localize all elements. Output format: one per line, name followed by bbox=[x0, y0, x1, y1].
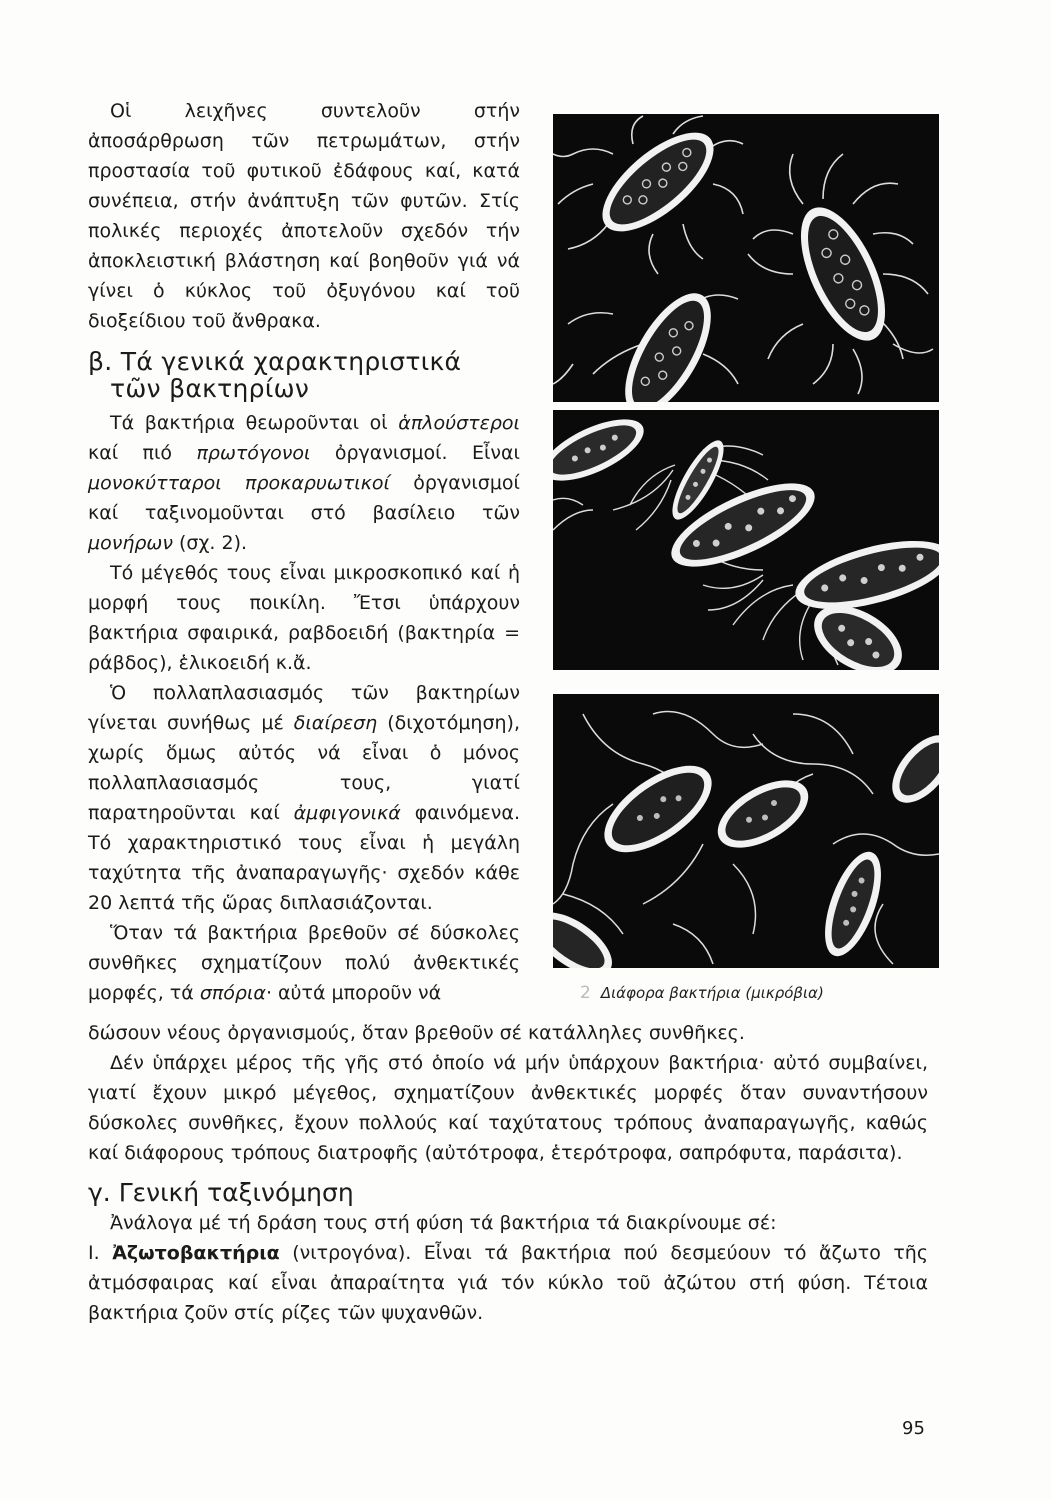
bacteria-illustration-panel-2 bbox=[553, 410, 939, 670]
full-width-text-block bbox=[88, 1018, 928, 1328]
section-g-heading: γ. Γενική ταξινόμηση bbox=[88, 1178, 354, 1207]
italic-term: μονοκύτταροι προκαρυωτικοί bbox=[88, 472, 390, 494]
paragraph-reproduction bbox=[88, 678, 520, 918]
italic-term: διαίρεση bbox=[293, 712, 378, 734]
figure-caption-text: Διάφορα βακτήρια (μικρόβια) bbox=[600, 984, 824, 1002]
section-b-heading-line2: τῶν βακτηρίων bbox=[110, 374, 310, 403]
text-run: Ὅταν τά βακτήρια βρεθοῦν σέ δύσκολες συνθῆκες σχηματίζουν πολύ ἀνθεκτικές μορφές, τά bbox=[88, 922, 520, 1004]
text-run: καί πιό bbox=[88, 442, 197, 464]
figure-caption bbox=[580, 983, 824, 1003]
italic-term: ἀμφιγονικά bbox=[293, 802, 401, 824]
left-text-column bbox=[88, 96, 520, 1008]
text-run: ὀργανισμοί. Εἶναι bbox=[310, 442, 520, 464]
text-run: · αὐτά μποροῦν νά bbox=[265, 982, 442, 1004]
paragraph-distribution: Δέν ὑπάρχει μέρος τῆς γῆς στό ὁποίο νά μήν ὑπάρχουν βακτήρια· αὐτό συμβαίνει, γιατί ἔχουν μικρό μέγεθος, σχηματίζουν ἀνθεκτικές μορφές ὅταν συναντήσουν δύσκολες συνθῆκες, ἔχουν πολλούς καί ταχύτατους τρόπους ἀναπαραγωγῆς, καθώς καί διάφορους τρόπους διατροφῆς (αὐτότροφα, ἑτερότροφα, σαπρόφυτα, παράσιτα). bbox=[88, 1052, 928, 1164]
figure-number: 2 bbox=[580, 983, 591, 1003]
page-number: 95 bbox=[902, 1418, 925, 1439]
bacteria-image-3 bbox=[553, 694, 939, 968]
italic-term: σπόρια bbox=[199, 982, 266, 1004]
paragraph-classification-intro: Ἀνάλογα μέ τή δράση τους στή φύση τά βακτήρια τά διακρίνουμε σέ: bbox=[110, 1212, 777, 1234]
bacteria-illustration-panel-3 bbox=[553, 694, 939, 968]
italic-term: ἁπλούστεροι bbox=[398, 412, 520, 434]
list-number: I. bbox=[88, 1242, 100, 1264]
italic-term: πρωτόγονοι bbox=[196, 442, 311, 464]
bacteria-image-2 bbox=[553, 410, 939, 670]
section-b-heading-line1: β. Τά γενικά χαρακτηριστικά bbox=[88, 347, 462, 376]
intro-paragraph: Οἱ λειχῆνες συντελοῦν στήν ἀποσάρθρωση τῶν πετρωμάτων, στήν προστασία τοῦ φυτικοῦ ἐδάφους καί, κατά συνέπεια, στήν ἀνάπτυξη τῶν φυτῶν. Στίς πολικές περιοχές ἀποτελοῦν σχεδόν τήν ἀποκλειστική βλάστηση καί βοηθοῦν γιά νά γίνει ὁ κύκλος τοῦ ὀξυγόνου καί τοῦ διοξείδιου τοῦ ἄνθρακα. bbox=[88, 100, 520, 332]
paragraph-simplest-organisms bbox=[88, 408, 520, 558]
text-run: Τά βακτήρια θεωροῦνται οἱ bbox=[110, 412, 399, 434]
text-run: ὀργανισμοί καί ταξινομοῦνται στό βασίλειο τῶν bbox=[88, 472, 520, 524]
paragraph-size-shape: Τό μέγεθός τους εἶναι μικροσκοπικό καί ἡ μορφή τους ποικίλη. Ἔτσι ὑπάρχουν βακτήρια σφαιρικά, ραβδοειδή (βακτηρία = ράβδος), ἑλικοειδή κ.ἄ. bbox=[88, 562, 520, 674]
text-run: Ὁ πολλαπλασιασμός τῶν βακτηρίων γίνεται συνήθως μέ bbox=[88, 682, 520, 734]
section-b-heading bbox=[88, 348, 520, 402]
paragraph-nitrogen-bacteria bbox=[88, 1238, 928, 1328]
text-run: φαινόμενα. Τό χαρακτηριστικό τους εἶναι ἡ μεγάλη ταχύτητα τῆς ἀναπαραγωγῆς· σχεδόν κάθε 20 λεπτά τῆς ὥρας διπλασιάζονται. bbox=[88, 802, 520, 914]
paragraph-spores bbox=[88, 918, 520, 1008]
text-run: (νιτρογόνα). Εἶναι τά βακτήρια πού δεσμεύουν τό ἄζωτο τῆς ἀτμόσφαιρας καί εἶναι ἀπαραίτητα γιά τόν κύκλο τοῦ ἀζώτου στή φύση. Τέτοια βακτήρια ζοῦν στίς ρίζες τῶν ψυχανθῶν. bbox=[88, 1242, 928, 1324]
text-run: (σχ. 2). bbox=[172, 532, 248, 554]
bacteria-illustration-panel-1 bbox=[553, 114, 939, 402]
bacteria-image-1 bbox=[553, 114, 939, 402]
italic-term: μονήρων bbox=[88, 532, 173, 554]
paragraph-spores-continued: δώσουν νέους ὀργανισμούς, ὅταν βρεθοῦν σέ κατάλληλες συνθῆκες. bbox=[88, 1022, 745, 1044]
bold-term: Ἀζωτοβακτήρια bbox=[112, 1242, 280, 1264]
text-run: (διχοτόμηση), χωρίς ὅμως αὐτός νά εἶναι ὁ μόνος πολλαπλασιασμός τους, γιατί παρατηροῦνται καί bbox=[88, 712, 520, 824]
